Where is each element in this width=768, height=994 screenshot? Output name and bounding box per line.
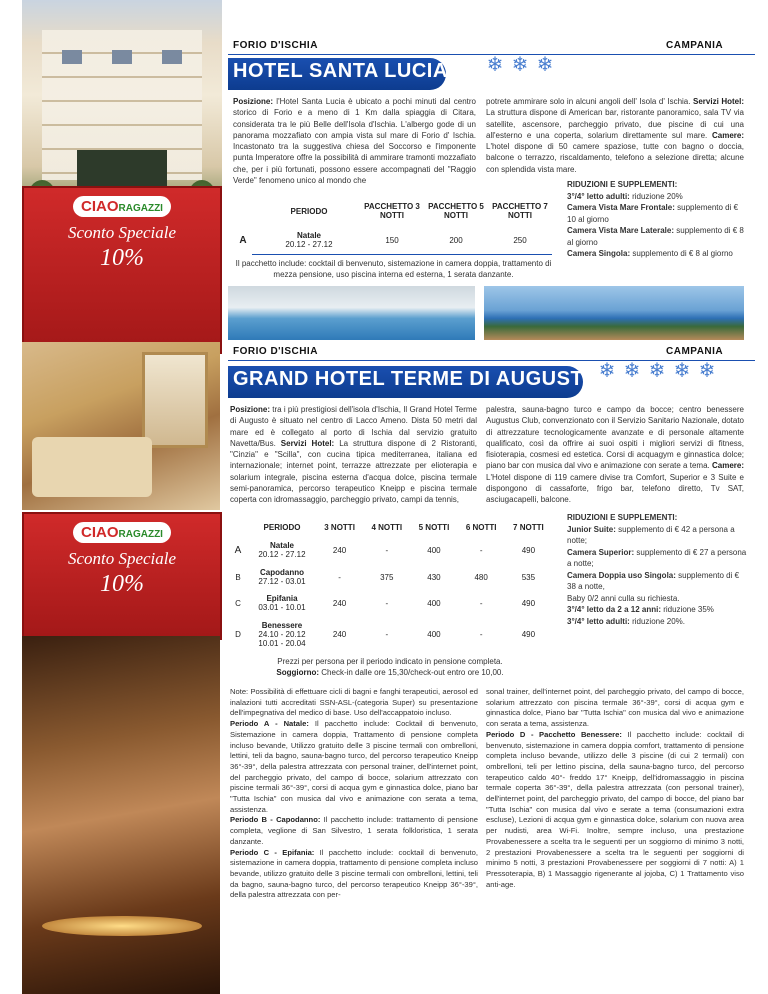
- ciao-ragazzi-logo: CIAORAGAZZI: [73, 522, 171, 543]
- col-header: 5 NOTTI: [418, 522, 450, 532]
- massage-photo: [22, 636, 220, 994]
- notes-col2: sonal trainer, dell'internet point, del parcheggio privato, del campo di bocce, solarium attrezzato con piscina termale 36°-39°, corsi di acqua gym e ginnastica dolce, Piano bar "Tutta Ischia" con musica dal vivo e animazione con serata a tema, assistenza. Periodo D - Pacchetto Benessere: Il pacchetto include: cocktail di benvenuto, sistemazione in camera doppia comfort, trattamento di pensione completa incluso bevande, utilizzo delle 3 piscine (di cui 2 termali) con ombrelloni, teli per lettino piscina, della sauna-bagno turco, del percorso terapeutico caldo 40°- freddo 17° Kneipp, dell'idromassaggio in piscina termale coperta 36°-39°, della palestra attrezzata (con personal trainer), dell'internet point, del parcheggio privato, del campo di bocce, del piano bar "Tutta Ischia" con musica dal vivo e serate a tema (consumazioni extra escluse), Lezioni di acqua gym e ginnastica dolce, solarium con nuova area per nudisti, area Wi-Fi. Inoltre, sempre incluso, una prestazione Provabenessere a scelta tra le seguenti per un soggiorno di minimo 3 notti, 2 prestazioni Provabenessere a scelta tra le seguenti per soggiorni di minimo 5 notti, 3 prestazioni Provabenessere per soggiorni di 7 notti: A) 1 Pressoterapia, B) 1 Massaggio rigenerante al jojoba, C) 1 Trattamento viso anti-age.: [486, 687, 744, 889]
- snowflake-icon: ❄: [673, 360, 691, 382]
- reductions-title: RIDUZIONI E SUPPLEMENTI:: [567, 513, 678, 522]
- reductions-box: RIDUZIONI E SUPPLEMENTI: Junior Suite: supplemento di € 42 a persona a notte; Camera Superior: supplemento di € 27 a persona a notte; Camera Doppia uso Singola: supplemento di € 38 a notte, Baby 0/2 anni culla su richiesta. 3°/4° letto da 2 a 12 anni: riduzione 35% 3°/4° letto adulti: riduzione 20%.: [567, 513, 747, 626]
- star-rating: [596, 360, 721, 382]
- table-row: D Benessere 24.10 - 20.12 10.01 - 20.04 240 - 400 - 490: [235, 620, 536, 648]
- snowflake-icon: ❄: [698, 360, 716, 382]
- package-note: Il pacchetto include: cocktail di benvenuto, sistemazione in camera doppia, trattamento di mezza pensione, uso piscina interna ed esterna, 1 serata danzante.: [235, 259, 552, 280]
- price-notes: Prezzi per persona per il periodo indicato in pensione completa. Soggiorno: Check-in dalle ore 15,30/check-out entro ore 10,00.: [276, 657, 504, 678]
- col-header: 4 NOTTI: [371, 522, 403, 532]
- promo-badge: [22, 512, 222, 640]
- col-header: PERIODO: [290, 206, 328, 216]
- region-label: CAMPANIA: [666, 346, 724, 357]
- col-header: PERIODO: [263, 522, 301, 532]
- promo-line1: Sconto Speciale: [67, 549, 177, 568]
- hotel-title: GRAND HOTEL TERME DI AUGUSTO: [233, 368, 599, 390]
- hotel-description-col1: Posizione: l'Hotel Santa Lucia è ubicato a pochi minuti dal centro storico di Forio e a meno di 1 Km dalla spiaggia di Citara, considerata tra le più Belle dell'Isola d'Ischia. L'albergo gode di un panorama mozzafiato con ampia vista sul mare di Forio d' Ischia. Incastonato tra la suggestiva chiesa del Soccorso e l'imponente punta Imperatore offre la possibilità di ammirare tramonti mozzafiato che, per i più fortunati, possono essere accompagnati del "Raggio Verde" fenomeno unico al mondo che: [233, 97, 476, 186]
- snowflake-icon: ❄: [648, 360, 666, 382]
- hotel-title: HOTEL SANTA LUCIA: [233, 60, 448, 82]
- col-header: 3 NOTTI: [324, 522, 355, 532]
- promo-badge: [22, 186, 222, 354]
- hotel-description-col2: palestra, sauna-bagno turco e campo da bocce; centro benessere Augustus Club, convenzionato con il Servizio Sanitario Nazionale, dotato di attrezzature tecnologicamente avanzate e di personale altamente qualificato, così da offrire ai suoi ospiti i migliori servizi di fitness, fisioterapia, cosmesi ed estetica. Corsi di acquagym e ginnastica dolce; piano bar con musica dal vivo e animazione con serate a tema. Camere: L'Hotel dispone di 119 camere divise tra Comfort, Superior e 3 Suite e dispongono di cassaforte, frigo bar, telefono diretto, Tv SAT, asciugacapelli, balcone.: [486, 405, 744, 505]
- room-photo: [22, 342, 220, 510]
- snowflake-icon: ❄: [623, 360, 641, 382]
- snowflake-icon: ❄: [536, 54, 554, 76]
- promo-line1: Sconto Speciale: [67, 223, 177, 242]
- location-label: FORIO D'ISCHIA: [233, 40, 318, 51]
- table-row: A Natale 20.12 - 27.12 150 200 250: [239, 231, 527, 249]
- table-row: A Natale 20.12 - 27.12 240 - 400 - 490: [234, 541, 536, 559]
- location-label: FORIO D'ISCHIA: [233, 346, 318, 357]
- col-header: PACCHETTO 5 NOTTI: [428, 202, 484, 220]
- table-row: B Capodanno 27.12 - 03.01 - 375 430 480 535: [235, 568, 536, 586]
- hotel-description-col2: potrete ammirare solo in alcuni angoli dell' Isola d' Ischia. Servizi Hotel: La struttura dispone di American bar, ristorante panoramico, sala TV via satellite, ascensore, parcheggio privato, due piscine di cui una all'esterno e una coperta, solarium direttamente sul mare. Camere: L'hotel dispone di 50 camere spaziose, tutte con bagno o doccia, balcone o terrazzo, riscaldamento, telefono a selezione diretta; alcune con splendida vista mare.: [486, 97, 744, 174]
- promo-line2: 10%: [100, 245, 144, 271]
- snowflake-icon: ❄: [486, 54, 504, 76]
- snowflake-icon: ❄: [511, 54, 529, 76]
- ciao-ragazzi-logo: CIAORAGAZZI: [73, 196, 171, 217]
- hotel-description-col1: Posizione: tra i più prestigiosi dell'isola d'Ischia, Il Grand Hotel Terme di Augusto è situato nel centro di Lacco Ameno. Dista 50 metri dal mare ed è collegato al porto di Ischia dal servizio gratuito Navetta/Bus. Servizi Hotel: La struttura dispone di 2 Ristoranti, "Cinzia" e "Scilla", con cucina tipica mediterranea, italiana ed internazionale; internet point, terrazze attrezzate per elioterapia e solarium integrale, piscina esterna d'acqua dolce, piscina termale semi-panoramica, percorso terapeutico Kneipp e piscina termale coperta con idromassaggio, parcheggio privato, campi da tennis,: [230, 405, 477, 505]
- pool-photo: [228, 286, 475, 340]
- col-header: 6 NOTTI: [465, 522, 497, 532]
- col-header: PACCHETTO 7 NOTTI: [492, 202, 548, 220]
- col-header: 7 NOTTI: [513, 522, 544, 532]
- snowflake-icon: ❄: [598, 360, 616, 382]
- reductions-box: RIDUZIONI E SUPPLEMENTI: 3°/4° letto adulti: riduzione 20% Camera Vista Mare Frontale: supplemento di € 10 al giorno Camera Vista Mare Laterale: supplemento di € 8 al giorno Camera Singola: supplemento di € 8 al giorno: [567, 180, 744, 258]
- notes-col1: Note: Possibilità di effettuare cicli di bagni e fanghi terapeutici, aerosol ed inalazioni tutti accreditati SSN-ASL-(categoria Super) su presentazione dell'impegnativa del medico di base. Uso dell'accappatoio incluso. Periodo A - Natale: Il pacchetto include: Cocktail di benvenuto, Sistemazione in camera doppia, Trattamento di pensione completa incluso bevande, Utilizzo gratuito delle 3 piscine termali con ombrelloni, lettini, teli da bagno, sauna-bagno turco, del percorso terapeutico Kneipp 36°-39°, della palestra attrezzata con personal trainer, dell'internet point, del parcheggio privato, del campo di bocce, solarium attrezzato con piscine termali 36°-39°, corsi di acqua gym e ginnastica dolce, piano bar "Tutta Ischia" con musica dal vivo e animazione con serata a tema, assistenza. Periodo B - Capodanno: Il pacchetto include: trattamento di pensione completa, veglione di San Silvestro, 1 serata folkloristica, 1 serata danzante. Periodo C - Epifania: Il pacchetto include: cocktail di benvenuto, sistemazione in camera doppia, trattamento di pensione completa incluso bevande, utilizzo gratuito delle 3 piscine termali con ombrelloni, lettini, teli da bagno, sauna-bagno turco, del percorso terapeutico Kneipp 36°-39°, della palestra attrezzata con per-: [230, 687, 478, 900]
- table-row: C Epifania 03.01 - 10.01 240 - 400 - 490: [235, 594, 536, 612]
- star-rating: [484, 54, 559, 76]
- region-label: CAMPANIA: [666, 40, 724, 51]
- sea-photo: [484, 286, 744, 340]
- price-table: [228, 518, 552, 652]
- col-header: PACCHETTO 3 NOTTI: [364, 202, 420, 220]
- reductions-title: RIDUZIONI E SUPPLEMENTI:: [567, 180, 678, 189]
- promo-line2: 10%: [100, 571, 144, 597]
